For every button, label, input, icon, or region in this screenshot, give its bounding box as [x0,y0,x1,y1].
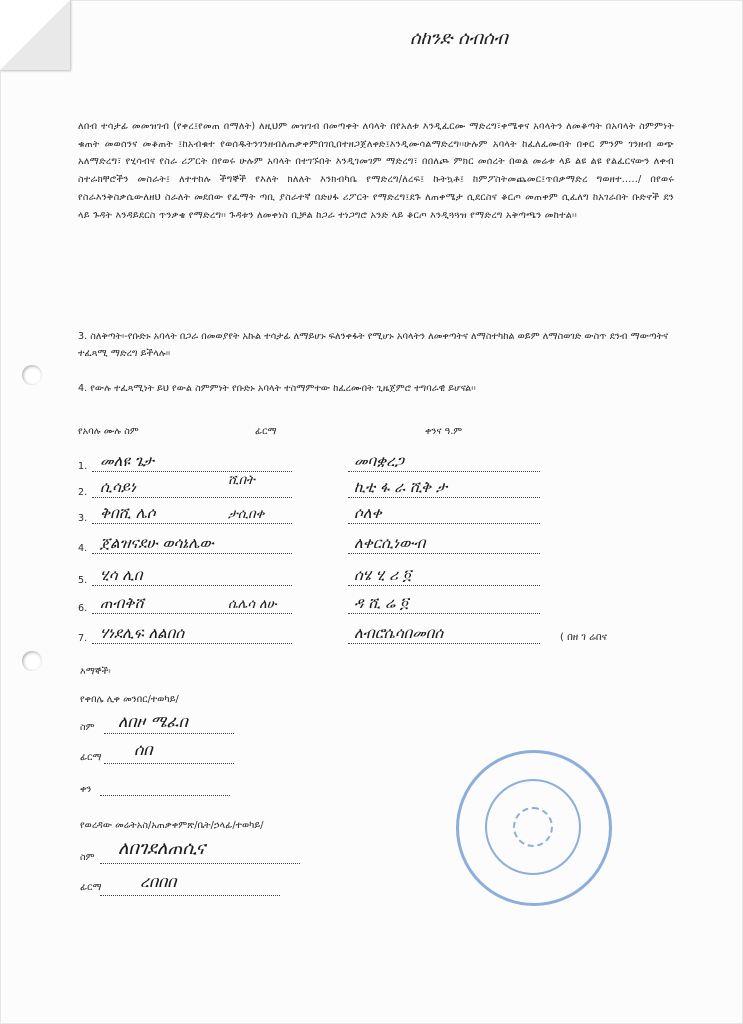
chair-signature-label: ፊርማ [80,752,102,763]
office-name-label: ስም [80,852,95,863]
row-number: 2. [78,487,88,498]
main-paragraph: ለበብ ተሳታፊ መመዝገብ (የቀረ፤የመጠ በማለት) ለዚህም መዝገብ በመጣቀት ለባላት በየአለቱ እንዲፈርሙ ማድረግ፣ቀሜቀና አባላትን ለመቆጣት በአባላት ስምምነት ቁጠት መወሰንና መቆጠት ፤ከአብቁተ የወሰዱትንገንዘብለጠቃቀምበገቢበተዘጋጀለቀድ፤እንዲሙሳልማድረግ፡፡ሁሉም አባላት ከፈለፈሙበት በቀር ምንም ገንዘብ ወጭ አለማድረግ፣ የሂሳብና የስራ ሪፖርት በየወሩ ሁሉም አባላት በተገኙበት እንዲገመገም ማድረግ፣ በበለጮ ምክር መሰረት በወል መሬቱ ላይ ልዩ ልዩ የልፈርናውን ለቀብ ስተራክቸሮችን መስራት፤ ለተተከሉ ችግኞች የእለት ክለለት እንክብካቤ የማድረግ/ለረፍ፤ ኩትኳቶ፤ ከምፖስትመጨመር፤ጥበቃማድረ ግወዘተ...../ በየወሩ የስራእንቅስቃሴውለዘህ ስራለት መደበው የፈማት ጣቢ ያስራተኛ በድሀፋ ሪፖርት የማድረግ፤ደጉ ለጠቀሜታ ሲደርስና ቆርጦ መጠቀም ሲፈለግ ከአገራበት ቡድኖች ደን ላይ ጉዳት እንዳይደርስ ጥንቃቄ የማድረግ፡፡ ጉዳቱን ለመቀነስ ቢቻል ከጋራ ተነጋግሮ አንድ ላይ ቆርጦ እንዲጓጓዝ የማድረግ አቅጣጫን መከተል፡፡ [78,121,674,221]
member-signature: ዳ ሺ ሬ ፬ [354,594,409,612]
member-row [78,590,548,614]
witnesses-title: እማኞች፡ [80,666,111,677]
member-name: መለዩ ጌታ [100,452,154,470]
member-row [78,474,548,498]
chair-name-line [104,732,234,734]
row-number: 4. [78,543,88,554]
member-signature: ሰሄ ሂ ሪ ፬ [354,566,412,584]
name-line [92,642,292,644]
punch-hole [22,365,42,385]
chair-date-line [100,794,230,796]
signature-line [348,552,540,554]
row-number: 7. [78,633,88,644]
row-side-note: ( በዘ ገ ሬበና [560,632,607,643]
member-name: ሃነደሊፍ ለልበሰ [100,624,185,642]
member-signature: መባቋረጋ [354,452,404,470]
stamp-emblem-icon [513,807,553,847]
row-number: 3. [78,513,88,524]
member-name: ሂሳ ሊበ [100,566,143,584]
member-row [78,530,548,554]
signature-line [348,470,540,472]
name-line [92,522,292,524]
folded-corner [0,0,70,70]
member-signature: ለቀርሲነውብ [354,534,426,552]
member-signature: ሶለቀ [354,504,382,522]
name-line [92,584,292,586]
member-signature: ለብሮሴሳበመበሰ [354,624,444,642]
member-name-extra: ታሲበቀ [228,507,265,522]
member-name-extra: ሺበት [228,473,255,488]
chair-date-label: ቀን [80,784,92,795]
punch-hole [22,651,42,671]
signature-line [348,584,540,586]
member-row [78,500,548,524]
member-row [78,562,548,586]
chair-name: ለበዞ ሜፈበ [118,712,188,731]
paragraph-3-penalty: 3. ስለቅጣት፡-የቡድኑ አባላት በጋራ በመወያየት አኩል ተሳታፊ ለማይሆኑ ፍለንቀፋት የሚሆኑ አባላትን ለመቀጣትና ለማስተካከል ወይም ለማስወገድ ውስጥ ደንብ ማውጣትና ተፈጻሚ ማድረግ ይችላሉ፡፡ [78,331,669,359]
chair-label: የቀበሌ ሊቀ መንበር/ተወካይ/ [80,694,179,705]
member-name-extra: ሴሌሳ ለሁ [228,597,277,612]
signature-line [348,612,540,614]
signature-line [348,642,540,644]
name-line [92,552,292,554]
chair-name-label: ስም [80,722,95,733]
office-name-line [100,862,300,864]
office-label: የወረዳው መሬትአስ/አጠቃቀምጽ/ቤት/ኃላፊ/ተወካይ/ [80,820,264,831]
member-name: ቅበሺ ሌሶ [100,504,156,522]
name-line [92,496,292,498]
office-signature: ረበበበ [140,872,177,891]
chair-signature-line [104,762,234,764]
member-name: ጠብቅሸ [100,594,144,612]
signature-line [348,496,540,498]
column-header-signature: ፊርማ [255,426,277,437]
member-signature: ኪቲ ፋ ራ ሺቅ ታ [354,478,448,496]
column-header-name: የአባሉ ሙሉ ስም [78,426,139,437]
column-header-date: ቀንና ዓ.ም [425,426,463,437]
row-number: 6. [78,603,88,614]
official-stamp [456,750,612,906]
member-row [78,620,548,644]
name-line [92,470,292,472]
row-number: 1. [78,461,88,472]
office-signature-label: ፊርማ [80,882,102,893]
member-name: ሲሳይነ [100,478,137,496]
member-name: ጀልዝናደሁ ወሳኔሌው [100,534,214,552]
member-row [78,448,548,472]
chair-signature: ሰበ [134,740,153,759]
name-line [92,612,292,614]
office-signature-line [100,894,280,896]
row-number: 5. [78,575,88,586]
signature-line [348,522,540,524]
office-name: ለበገደለጠሲና [118,838,206,859]
handwritten-header-note: ሰከንድ ሰብሰብ [410,28,508,49]
paragraph-4-validity: 4. የውሉ ተፈጻሚነት ይህ የውል ስምምነት የቡድኑ አባላት ተስማምተው ከፈረሙበት ጊዜጀምሮ ተግባራዊ ይሆናል፡፡ [78,383,476,394]
